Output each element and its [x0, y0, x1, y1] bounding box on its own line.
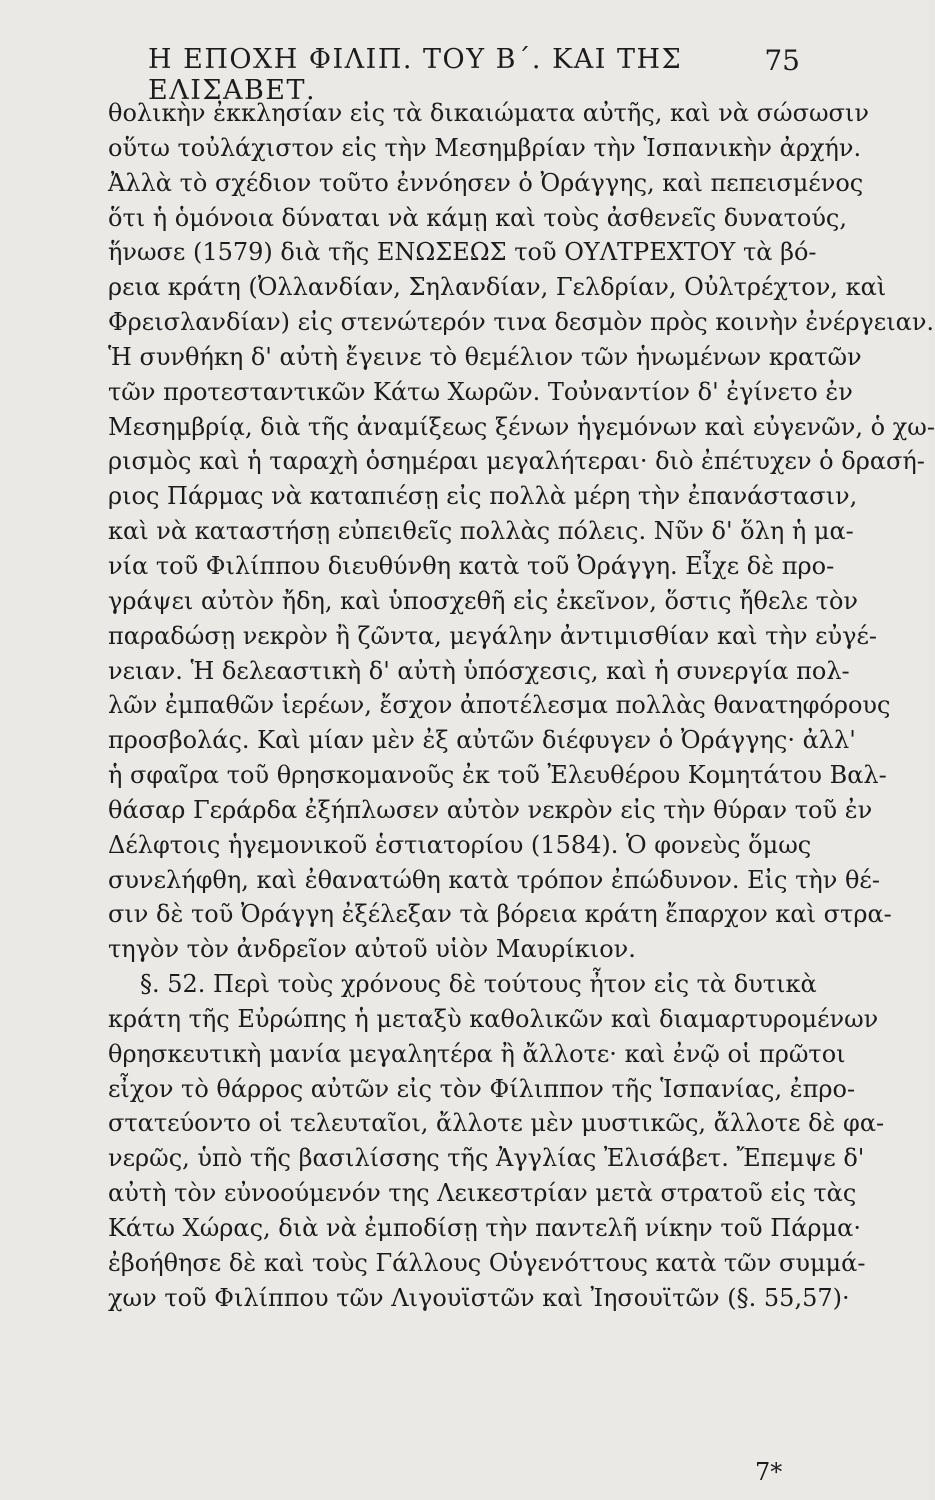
text-line: κράτη τῆς Εὐρώπης ἡ μεταξὺ καθολικῶν καὶ διαμαρτυρομένων — [108, 1004, 879, 1033]
text-line: νερῶς, ὑπὸ τῆς βασιλίσσης τῆς Ἀγγλίας Ἐλισάβετ. Ἔπεμψε δ' — [108, 1144, 865, 1173]
text-line: σιν δὲ τοῦ Ὀράγγη ἐξέλεξαν τὰ βόρεια κράτη ἔπαρχον καὶ στρα- — [108, 900, 892, 929]
text-line: ἡ σφαῖρα τοῦ θρησκομανοῦς ἐκ τοῦ Ἐλευθέρου Κομητάτου Βαλ- — [108, 761, 887, 790]
text-line: οὕτω τοὐλάχιστον εἰς τὴν Μεσημβρίαν τὴν Ἱσπανικὴν ἀρχήν. — [108, 133, 862, 162]
text-line: καὶ νὰ καταστήσῃ εὐπειθεῖς πολλὰς πόλεις. Νῦν δ' ὅλη ἡ μα- — [108, 517, 854, 546]
text-line: Ἡ συνθήκη δ' αὐτὴ ἔγεινε τὸ θεμέλιον τῶν ἡνωμένων κρατῶν — [108, 342, 862, 371]
text-line: νειαν. Ἡ δελεαστικὴ δ' αὐτὴ ὑπόσχεσις, καὶ ἡ συνεργία πολ- — [108, 656, 850, 685]
text-line: στατεύοντο οἱ τελευταῖοι, ἄλλοτε μὲν μυστικῶς, ἄλλοτε δὲ φα- — [108, 1109, 885, 1138]
text-line: ἐβοήθησε δὲ καὶ τοὺς Γάλλους Οὑγενόττους κατὰ τῶν συμμά- — [108, 1248, 866, 1277]
text-line: Κάτω Χώρας, διὰ νὰ ἐμποδίσῃ τὴν παντελῆ νίκην τοῦ Πάρμα· — [108, 1214, 861, 1242]
text-line: ρισμὸς καὶ ἡ ταραχὴ ὁσημέραι μεγαλήτεραι· διὸ ἐπέτυχεν ὁ δρασή- — [108, 447, 925, 476]
signature-mark: 7* — [755, 1458, 783, 1486]
text-line: αὐτὴ τὸν εὐνοούμενόν της Λεικεστρίαν μετὰ στρατοῦ εἰς τὰς — [108, 1179, 857, 1208]
text-line: παραδώσῃ νεκρὸν ἢ ζῶντα, μεγάλην ἀντιμισθίαν καὶ τὴν εὐγέ- — [108, 621, 878, 650]
text-line: χων τοῦ Φιλίππου τῶν Λιγουϊστῶν καὶ Ἰησουϊτῶν (§. 55,57)· — [108, 1283, 850, 1312]
text-line: Ἀλλὰ τὸ σχέδιον τοῦτο ἐννόησεν ὁ Ὀράγγης, καὶ πεπεισμένος — [108, 168, 864, 197]
text-line: τηγὸν τὸν ἀνδρεῖον αὐτοῦ υἱὸν Μαυρίκιον. — [108, 935, 636, 964]
text-line: συνελήφθη, καὶ ἐθανατώθη κατὰ τρόπον ἐπώδυνον. Εἰς τὴν θέ- — [108, 865, 880, 894]
text-line: ὅτι ἡ ὁμόνοια δύναται νὰ κάμῃ καὶ τοὺς ἀσθενεῖς δυνατούς, — [108, 203, 847, 232]
page-number: 75 — [764, 44, 800, 77]
text-line: Φρεισλανδίαν) εἰς στενώτερόν τινα δεσμὸν πρὸς κοινὴν ἐνέργειαν. — [108, 308, 935, 337]
text-line: ἥνωσε (1579) διὰ τῆς ΕΝΩΣΕΩΣ τοῦ ΟΥΛΤΡΕΧΤΟΥ τὰ βό- — [108, 238, 817, 267]
text-line: προσβολάς. Καὶ μίαν μὲν ἐξ αὐτῶν διέφυγεν ὁ Ὀράγγης· ἀλλ' — [108, 726, 856, 755]
running-head: Η ΕΠΟΧΗ ΦΙΛΙΠ. ΤΟΥ Β΄. ΚΑΙ ΤΗΣ ΕΛΙΣΑΒΕΤ. — [148, 44, 683, 106]
text-line: γράψει αὐτὸν ἤδη, καὶ ὑποσχεθῆ εἰς ἐκεῖνον, ὅστις ἤθελε τὸν — [108, 586, 858, 615]
text-line: λῶν ἐμπαθῶν ἱερέων, ἔσχον ἀποτέλεσμα πολλὰς θανατηφόρους — [108, 691, 891, 720]
page-header — [148, 44, 800, 106]
text-line: θρησκευτικὴ μανία μεγαλητέρα ἢ ἄλλοτε· καὶ ἐνῷ οἱ πρῶτοι — [108, 1039, 846, 1068]
text-line: νία τοῦ Φιλίππου διευθύνθη κατὰ τοῦ Ὀράγγη. Εἶχε δὲ προ- — [108, 551, 835, 580]
text-line: ριος Πάρμας νὰ καταπιέσῃ εἰς πολλὰ μέρη τὴν ἐπανάστασιν, — [108, 482, 858, 511]
text-line: ρεια κράτη (Ὀλλανδίαν, Σηλανδίαν, Γελδρίαν, Οὐλτρέχτον, καὶ — [108, 273, 887, 302]
text-line: Μεσημβρίᾳ, διὰ τῆς ἀναμίξεως ξένων ἡγεμόνων καὶ εὐγενῶν, ὁ χω- — [108, 412, 935, 441]
section-start-line: §. 52. Περὶ τοὺς χρόνους δὲ τούτους ἦτον εἰς τὰ δυτικὰ — [140, 970, 817, 999]
text-line: τῶν προτεσταντικῶν Κάτω Χωρῶν. Τοὐναντίον δ' ἐγίνετο ἐν — [108, 377, 853, 406]
text-line: θολικὴν ἐκκλησίαν εἰς τὰ δικαιώματα αὐτῆς, καὶ νὰ σώσωσιν — [108, 99, 869, 127]
text-line: εἶχον τὸ θάρρος αὐτῶν εἰς τὸν Φίλιππον τῆς Ἱσπανίας, ἐπρο- — [108, 1074, 856, 1103]
text-line: θάσαρ Γεράρδα ἐξήπλωσεν αὐτὸν νεκρὸν εἰς τὴν θύραν τοῦ ἐν — [108, 795, 873, 824]
text-line: Δέλφτοις ἡγεμονικοῦ ἑστιατορίου (1584). Ὁ φονεὺς ὅμως — [108, 830, 812, 859]
body-text — [108, 96, 935, 1316]
